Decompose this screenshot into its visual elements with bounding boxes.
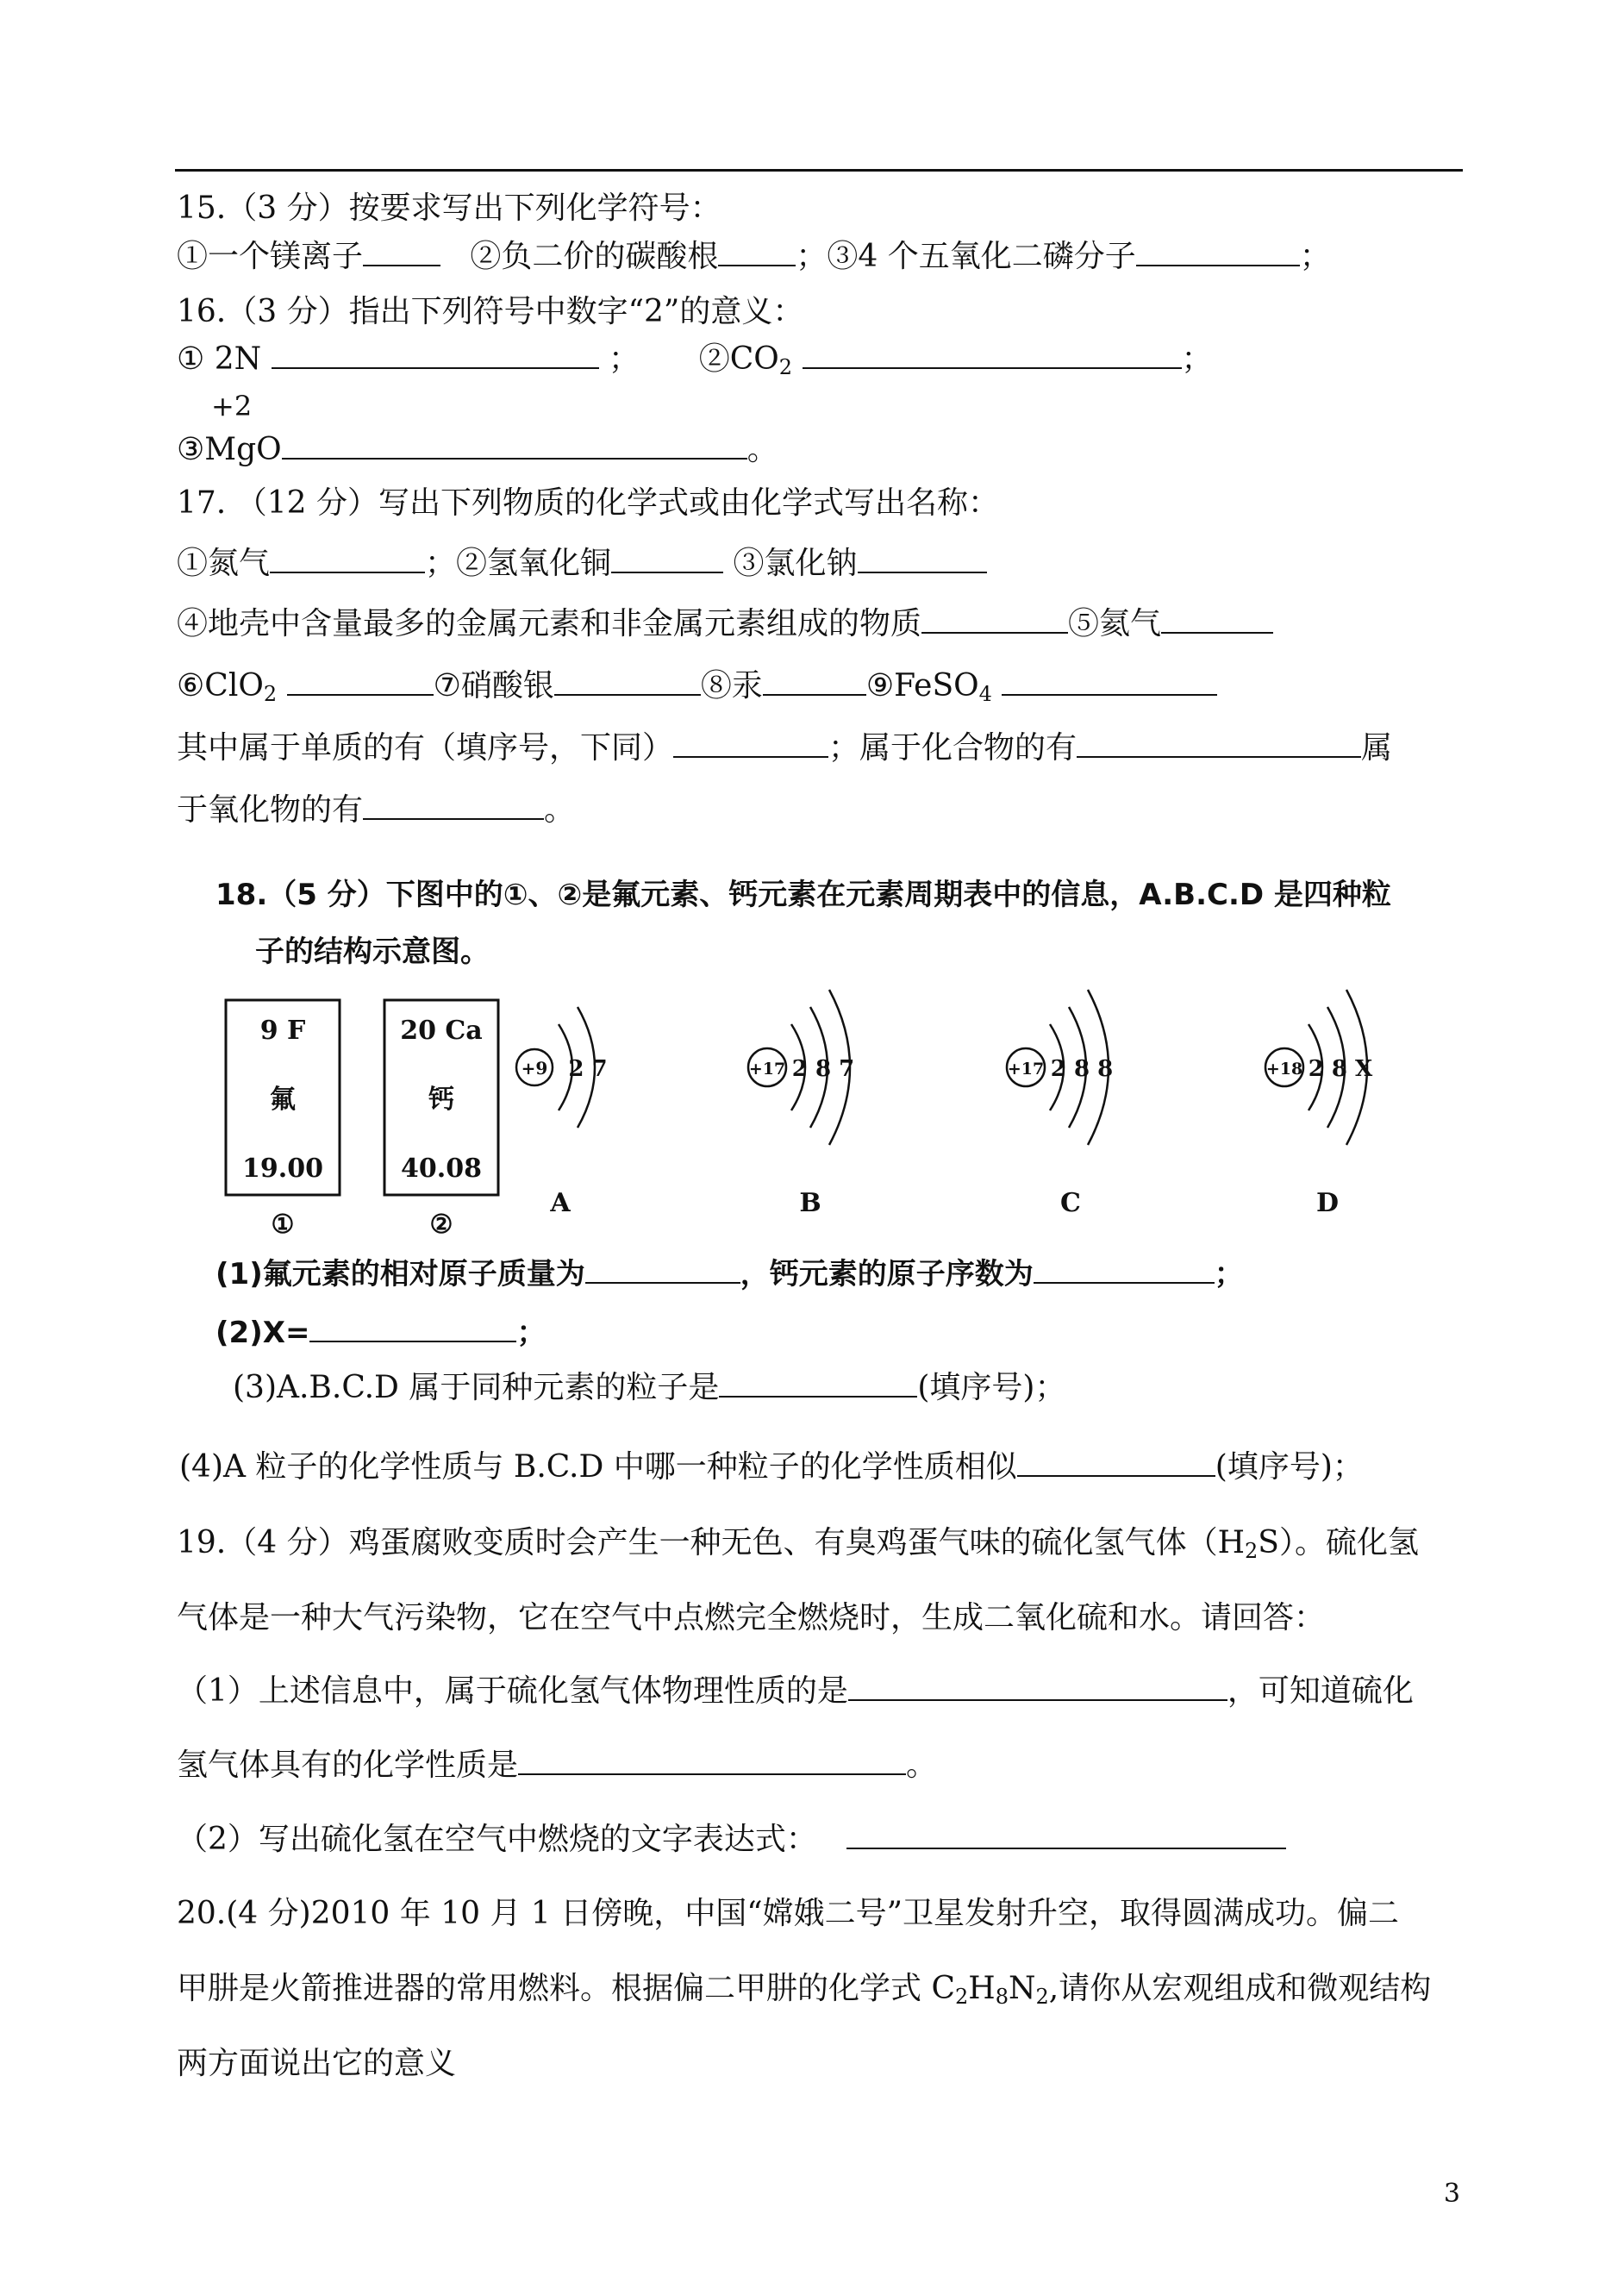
q19-l5: （2）写出硫化氢在空气中燃烧的文字表达式：	[177, 1822, 817, 1857]
q18-s3	[233, 1369, 1065, 1406]
q17-blank-9[interactable]	[1002, 668, 1217, 696]
q18-s3-text: (3)A.B.C.D 属于同种元素的粒子是	[233, 1370, 720, 1405]
cell2-num: 20 Ca	[400, 1016, 483, 1046]
q15-blank-c[interactable]	[1136, 239, 1300, 266]
q19-line4	[177, 1747, 937, 1784]
q17-line1	[177, 545, 987, 582]
q17-blank-compound[interactable]	[1077, 730, 1361, 758]
q17-i1: ①氮气	[177, 546, 271, 581]
atom-d-nucleus: +18	[1265, 1060, 1303, 1079]
q18-blank-mass[interactable]	[585, 1256, 740, 1284]
q17-i6-sub: 2	[263, 682, 278, 706]
q16-a: ① 2N	[177, 341, 262, 377]
q17-title: 17. （12 分）写出下列物质的化学式或由化学式写出名称：	[177, 485, 999, 521]
q16-line1	[177, 341, 1213, 378]
q17-blank-3[interactable]	[858, 546, 987, 573]
q20-line3: 两方面说出它的意义	[177, 2046, 457, 2081]
q15-end: ；	[1299, 239, 1331, 274]
q19-l1sub: 2	[1245, 1539, 1259, 1563]
q19-line5	[177, 1821, 1286, 1858]
q16-semi2: ；	[1181, 341, 1213, 377]
q16-superscript: +2	[211, 390, 253, 422]
q15-blank-b[interactable]	[718, 239, 796, 266]
atom-a-shells: 2 7	[568, 1056, 608, 1082]
q17-i5: ⑤氦气	[1068, 606, 1162, 641]
atom-a	[516, 1007, 608, 1218]
atom-a-label: A	[550, 1188, 571, 1218]
q20-s1: 2	[955, 1985, 969, 2009]
q18-title2: 子的结构示意图。	[255, 935, 490, 969]
q17-q-oxide: 于氧化物的有	[177, 792, 364, 828]
q17-i2: ；②氢氧化铜	[425, 546, 612, 581]
q19-line2: 气体是一种大气污染物，它在空气中点燃完全燃烧时，生成二氧化硫和水。请回答：	[177, 1600, 1326, 1635]
q20-s3: 2	[1035, 1985, 1049, 2009]
cell2-name: 钙	[428, 1085, 454, 1115]
q16-b: ②CO	[698, 341, 779, 377]
q15-title: 15.（3 分）按要求写出下列化学符号：	[177, 191, 721, 226]
atom-b	[748, 990, 854, 1218]
q16-c: ③MgO	[177, 432, 282, 467]
q19-l3a: （1）上述信息中，属于硫化氢气体物理性质的是	[177, 1673, 848, 1709]
q17-blank-2[interactable]	[611, 546, 723, 573]
q20-l2a: 甲肼是火箭推进器的常用燃料。根据偏二甲肼的化学式 C	[177, 1971, 955, 2006]
q20-line1: 20.(4 分)2010 年 10 月 1 日傍晚，中国“嫦娥二号”卫星发射升空，取得圆满成功。偏二	[177, 1896, 1400, 1931]
q19-l3b: ，可知道硫化	[1227, 1673, 1414, 1709]
atom-c	[1007, 990, 1113, 1218]
atom-c-nucleus: +17	[1007, 1060, 1045, 1079]
q18-blank-same[interactable]	[719, 1370, 917, 1398]
q15-line	[177, 238, 1331, 275]
q17-line4	[177, 729, 1392, 766]
q17-i3: ③氯化钠	[733, 546, 858, 581]
q20-n: N	[1008, 1971, 1036, 2006]
q15-blank-a[interactable]	[363, 239, 440, 266]
atom-d	[1265, 990, 1373, 1218]
q17-blank-5[interactable]	[1161, 606, 1273, 634]
q17-end: 。	[544, 792, 576, 828]
q16-b-sub: 2	[778, 355, 793, 379]
q16-blank-b[interactable]	[803, 341, 1182, 369]
q18-blank-number[interactable]	[1034, 1256, 1215, 1284]
atom-b-label: B	[799, 1188, 821, 1218]
q18-s3end: (填序号)；	[917, 1370, 1066, 1405]
q17-q-single: 其中属于单质的有（填序号，下同）	[177, 730, 674, 766]
q18-s1a: (1)氟元素的相对原子质量为	[215, 1257, 585, 1291]
q18-blank-similar[interactable]	[1017, 1449, 1215, 1477]
q19-blank-physical[interactable]	[848, 1673, 1227, 1701]
q20-l2b: ,请你从宏观组成和微观结构	[1048, 1971, 1432, 2006]
q17-blank-4[interactable]	[921, 606, 1068, 634]
cell1-label: ①	[271, 1210, 295, 1240]
q18-s2-label: (2)X=	[215, 1316, 310, 1350]
header-rule	[175, 169, 1463, 172]
q17-blank-7[interactable]	[554, 668, 701, 696]
q15-c: ；③4 个五氧化二磷分子	[796, 239, 1136, 274]
page-number: 3	[1443, 2179, 1460, 2209]
q19-l1a: 19.（4 分）鸡蛋腐败变质时会产生一种无色、有臭鸡蛋气味的硫化氢气体（H	[177, 1525, 1245, 1560]
q17-i9: ⑨FeSO	[865, 668, 979, 704]
q16-end: 。	[746, 432, 778, 467]
q16-semi: ；	[609, 341, 640, 377]
atom-c-shells: 2 8 8	[1050, 1056, 1114, 1082]
atom-c-label: C	[1060, 1188, 1081, 1218]
q17-blank-oxide[interactable]	[363, 792, 544, 820]
q18-s1b: ，钙元素的原子序数为	[740, 1257, 1034, 1291]
q18-s2	[215, 1309, 546, 1351]
atom-b-nucleus: +17	[748, 1060, 786, 1079]
atom-d-label: D	[1315, 1188, 1340, 1218]
q17-i7: ⑦硝酸银	[433, 668, 554, 704]
q17-q-compound: ；属于化合物的有	[828, 730, 1077, 766]
q17-blank-6[interactable]	[287, 668, 434, 696]
q17-i9-sub: 4	[978, 682, 992, 706]
atom-b-shells: 2 8 7	[791, 1056, 855, 1082]
q18-s4end: (填序号)；	[1215, 1449, 1364, 1485]
q20-line2	[177, 1970, 1431, 2007]
q19-blank-equation[interactable]	[846, 1822, 1286, 1849]
q19-l1b: S）。硫化氢	[1258, 1525, 1419, 1560]
q18-title1: 18.（5 分）下图中的①、②是氟元素、钙元素在元素周期表中的信息，A.B.C.D 是四种粒	[215, 878, 1391, 912]
q15-b: ②负二价的碳酸根	[470, 239, 719, 274]
cell1-num: 9 F	[259, 1016, 306, 1046]
q20-s2: 8	[995, 1985, 1009, 2009]
q17-i4: ④地壳中含量最多的金属元素和非金属元素组成的物质	[177, 606, 922, 641]
q19-l4: 氢气体具有的化学性质是	[177, 1748, 519, 1783]
q18-s4-text: (4)A 粒子的化学性质与 B.C.D 中哪一种粒子的化学性质相似	[179, 1449, 1017, 1485]
q17-line3	[177, 667, 1217, 704]
cell1-name: 氟	[270, 1085, 296, 1115]
q17-blank-single[interactable]	[673, 730, 828, 758]
q17-i6: ⑥ClO	[177, 668, 264, 704]
q20-h: H	[968, 1971, 996, 2006]
q19-line3	[177, 1673, 1414, 1710]
q18-s4	[179, 1448, 1364, 1485]
q15-a: ①一个镁离子	[177, 239, 364, 274]
q19-blank-chemical[interactable]	[518, 1748, 906, 1775]
q18-s1	[215, 1250, 1244, 1292]
atom-d-shells: 2 8 X	[1308, 1056, 1373, 1082]
q16-line2	[177, 431, 778, 468]
q16-title: 16.（3 分）指出下列符号中数字“2”的意义：	[177, 294, 804, 329]
cell2-mass: 40.08	[401, 1154, 482, 1184]
q17-i8: ⑧汞	[700, 668, 763, 704]
q16-blank-a[interactable]	[272, 341, 599, 369]
q18-blank-x[interactable]	[309, 1315, 516, 1342]
q19-l4end: 。	[906, 1748, 938, 1783]
q18-s2end: ；	[516, 1316, 547, 1350]
q17-q-shu: 属	[1361, 730, 1393, 766]
q19-line1	[177, 1524, 1419, 1561]
q17-blank-8[interactable]	[763, 668, 866, 696]
cell1-mass: 19.00	[242, 1154, 323, 1184]
q18-s1c: ；	[1214, 1257, 1244, 1291]
q16-blank-c[interactable]	[282, 432, 747, 460]
q17-blank-1[interactable]	[270, 546, 425, 573]
cell2-label: ②	[429, 1210, 453, 1240]
q17-line5	[177, 791, 575, 829]
q17-line2	[177, 605, 1273, 642]
atom-a-nucleus: +9	[521, 1058, 548, 1079]
